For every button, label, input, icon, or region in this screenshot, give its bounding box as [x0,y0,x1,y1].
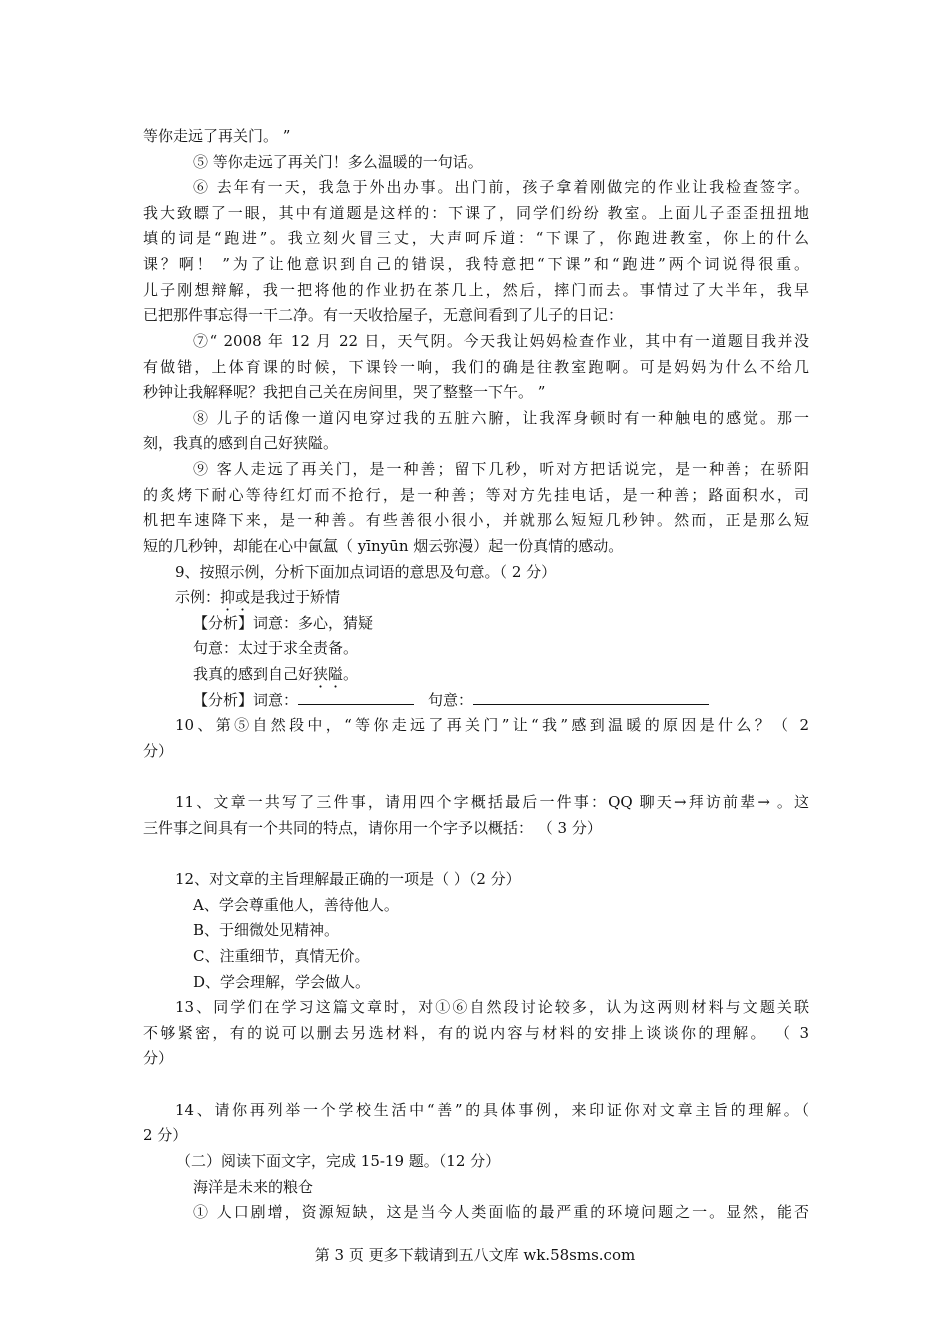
section-heading: （二）阅读下面文字，完成 15-19 题。（12 分） [176,1152,501,1170]
text-line: ⑨ 客人走远了再关门，是一种善；留下几秒，听对方把话说完，是一种善；在骄阳 [193,460,809,478]
example-line [175,587,340,607]
dotted-char: 狭 [313,665,329,683]
question-9: 9、按照示例，分析下面加点词语的意思及句意。（ 2 分） [175,563,557,581]
word-meaning-label: 【分析】词意： [193,691,299,709]
dotted-char: 隘 [328,665,344,683]
sentence-text: 我真的感到自己好 [193,665,314,683]
sentence-end: 。 [343,665,359,683]
sentence-meaning-blank[interactable] [473,690,709,705]
analysis-line: 【分析】词意：多心，猜疑 [193,614,374,632]
text-line: 有做错，上体育课的时候，下课铃一响，我们的确是往教室跑啊。可是妈妈为什么不给几 [143,358,809,376]
analysis-answer-line [193,690,709,710]
text-line: 填的词是“跑进”。我立刻火冒三丈，大声呵斥道：“下课了，你跑进教室，你上的什么 [143,229,809,247]
text-line: ⑦“ 2008 年 12 月 22 日，天气阴。今天我让妈妈检查作业，其中有一道题目我并没 [193,332,809,350]
dotted-char: 或 [235,588,251,606]
text-line: 秒钟让我解释呢？我把自己关在房间里，哭了整整一下午。 ” [143,383,546,401]
question-14: 14、请你再列举一个学校生活中“善”的具体事例，来印证你对文章主旨的理解。（ [175,1101,809,1119]
option-c: C、注重细节，真情无价。 [193,947,370,965]
text-line: 短的几秒钟，却能在心中氤氲（ yīnyūn 烟云弥漫）起一份真情的感动。 [143,537,624,555]
text-line: 三件事之间具有一个共同的特点，请你用一个字予以概括： （ 3 分） [143,819,602,837]
example-sentence [193,664,358,684]
analysis-line: 句意：太过于求全责备。 [193,639,359,657]
option-d: D、学会理解，学会做人。 [193,973,371,991]
text-line: 已把那件事忘得一干二净。有一天收拾屋子，无意间看到了儿子的日记： [143,306,624,324]
text-line: 儿子刚想辩解，我一把将他的作业扔在茶几上，然后，摔门而去。事情过了大半年，我早 [143,281,809,299]
passage-title: 海洋是未来的粮仓 [193,1178,314,1196]
dotted-char: 抑 [220,588,236,606]
question-13: 13、同学们在学习这篇文章时，对①⑥自然段讨论较多，认为这两则材料与文题关联 [175,998,809,1016]
text-line: 的炙烤下耐心等待红灯而不抢行，是一种善；等对方先挂电话，是一种善；路面积水，司 [143,486,809,504]
text-line: 课？啊！ ”为了让他意识到自己的错误，我特意把“下课”和“跑进”两个词说得很重。 [143,255,809,273]
example-text: 是我过于矫情 [250,588,341,606]
text-line: ⑤ 等你走远了再关门！多么温暖的一句话。 [193,153,483,171]
text-line: 等你走远了再关门。 ” [143,127,291,145]
word-meaning-blank[interactable] [298,690,414,705]
text-line: 分） [143,1049,174,1067]
question-10: 10、第⑤自然段中，“等你走远了再关门”让“我”感到温暖的原因是什么？（ 2 [175,716,809,734]
question-12: 12、对文章的主旨理解最正确的一项是（ ）（2 分） [175,870,521,888]
text-line: 机把车速降下来，是一种善。有些善很小很小，并就那么短短几秒钟。然而，正是那么短 [143,511,809,529]
text-line: ⑧ 儿子的话像一道闪电穿过我的五脏六腑，让我浑身顿时有一种触电的感觉。那一 [193,409,809,427]
text-line: 我大致瞟了一眼，其中有道题是这样的：下课了，同学们纷纷 教室。上面儿子歪歪扭扭地 [143,204,809,222]
text-line: 不够紧密，有的说可以删去另选材料，有的说内容与材料的安排上谈谈你的理解。 （ 3 [143,1024,809,1042]
text-line: 分） [143,742,174,760]
text-line: 2 分） [143,1126,188,1144]
sentence-meaning-label: 句意： [428,691,474,709]
question-11: 11、文章一共写了三件事，请用四个字概括最后一件事：QQ 聊天→拜访前辈→ 。这 [175,793,809,811]
option-b: B、于细微处见精神。 [193,921,340,939]
text-line: ① 人口剧增，资源短缺，这是当今人类面临的最严重的环境问题之一。显然，能否 [193,1203,809,1221]
text-line: 刻，我真的感到自己好狭隘。 [143,434,339,452]
page-footer: 第 3 页 更多下载请到五八文库 wk.58sms.com [314,1246,636,1264]
option-a: A、学会尊重他人，善待他人。 [193,896,399,914]
example-label: 示例： [175,588,221,606]
text-line: ⑥ 去年有一天，我急于外出办事。出门前，孩子拿着刚做完的作业让我检查签字。 [193,178,809,196]
